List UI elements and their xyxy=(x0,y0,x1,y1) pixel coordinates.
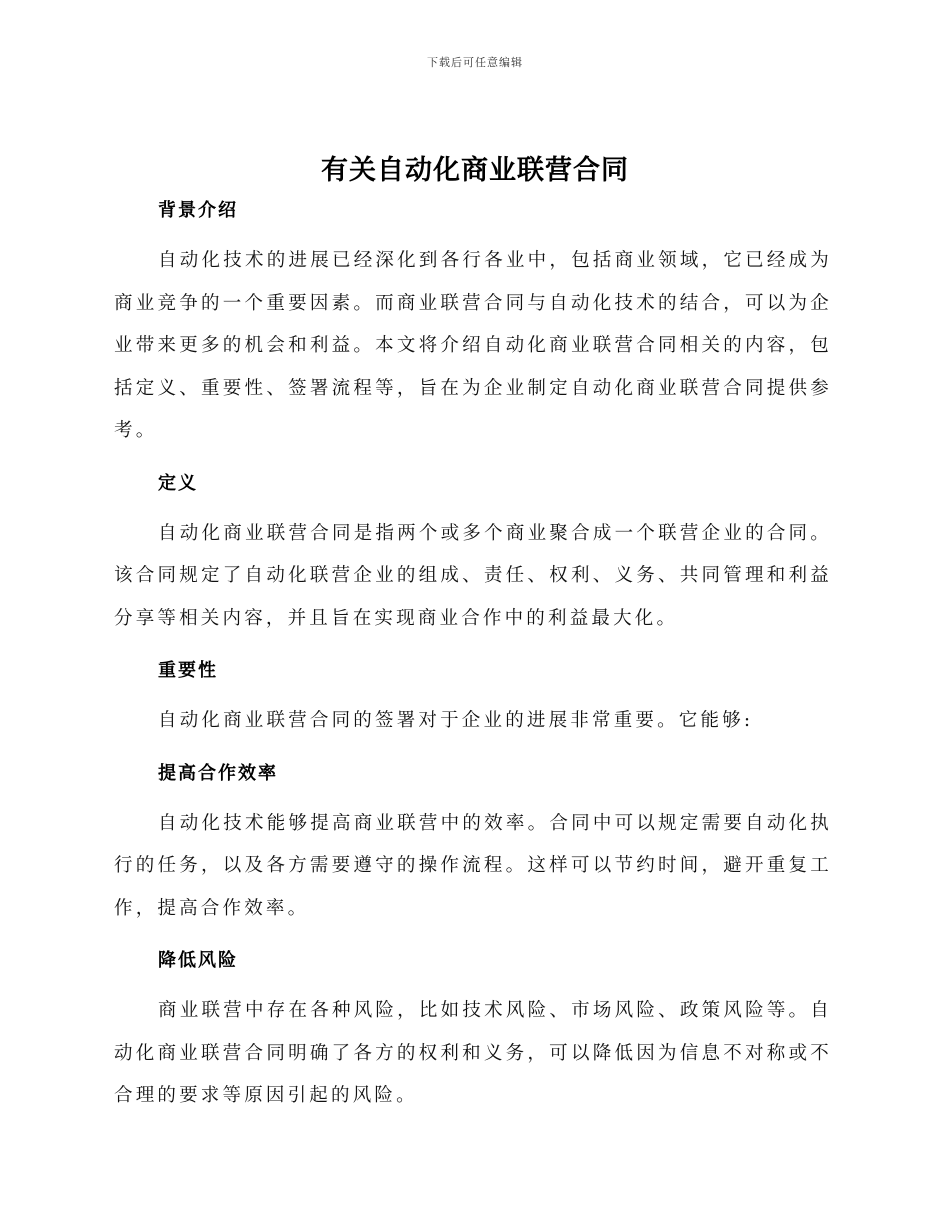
section-heading-background: 背景介绍 xyxy=(158,200,238,221)
document-title: 有关自动化商业联营合同 xyxy=(321,155,629,186)
section-text-efficiency: 自动化技术能够提高商业联营中的效率。合同中可以规定需要自动化执行的任务，以及各方需要遵守的操作流程。这样可以节约时间，避开重复工作，提高合作效率。 xyxy=(114,812,832,919)
section-text-background: 自动化技术的进展已经深化到各行各业中，包括商业领域，它已经成为商业竞争的一个重要因素。而商业联营合同与自动化技术的结合，可以为企业带来更多的机会和利益。本文将介绍自动化商业联营合同相关的内容，包括定义、重要性、签署流程等，旨在为企业制定自动化商业联营合同提供参考。 xyxy=(114,250,832,441)
section-text-risk: 商业联营中存在各种风险，比如技术风险、市场风险、政策风险等。自动化商业联营合同明确了各方的权利和义务，可以降低因为信息不对称或不合理的要求等原因引起的风险。 xyxy=(114,1000,832,1106)
section-heading-efficiency: 提高合作效率 xyxy=(158,762,278,784)
section-heading-risk: 降低风险 xyxy=(158,950,238,971)
section-heading-definition: 定义 xyxy=(158,472,198,494)
section-heading-importance: 重要性 xyxy=(158,660,218,681)
document-body xyxy=(114,196,832,1118)
section-text-definition: 自动化商业联营合同是指两个或多个商业聚合成一个联营企业的合同。该合同规定了自动化联营企业的组成、责任、权利、义务、共同管理和利益分享等相关内容，并且旨在实现商业合作中的利益最大化。 xyxy=(114,522,832,629)
page-header-note: 下载后可任意编辑 xyxy=(427,56,523,69)
section-text-importance: 自动化商业联营合同的签署对于企业的进展非常重要。它能够: xyxy=(158,710,754,731)
